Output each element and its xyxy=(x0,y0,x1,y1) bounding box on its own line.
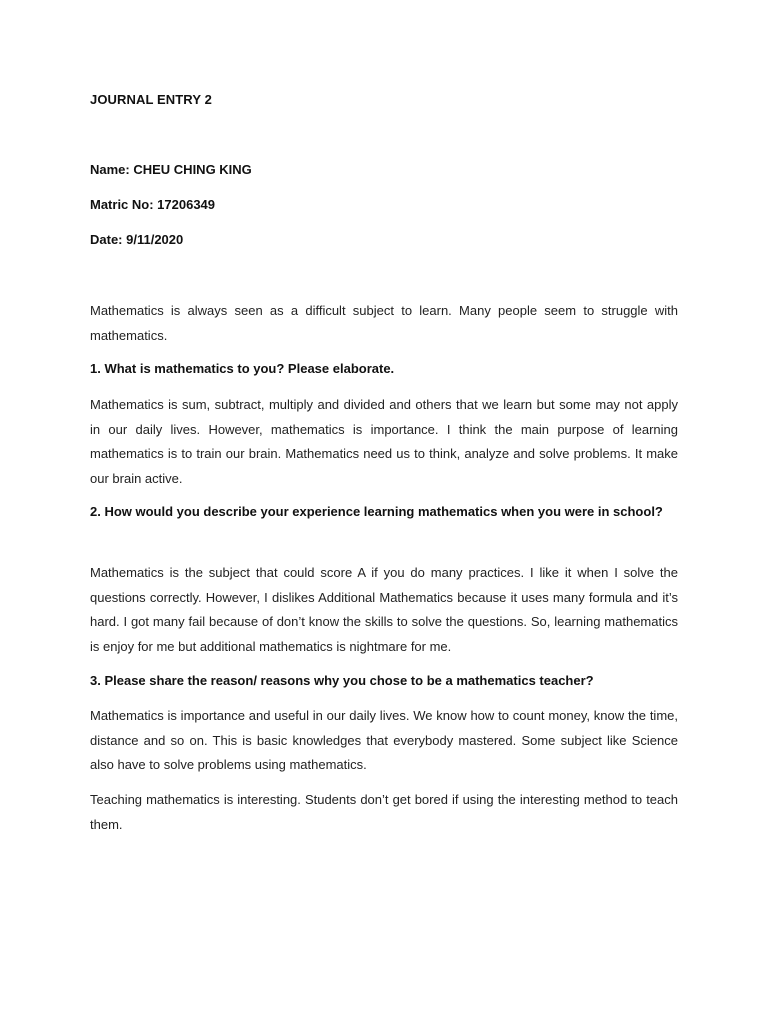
answer-3-paragraph-1: Mathematics is importance and useful in our daily lives. We know how to count money, know the time, distance and so on. This is basic knowledges that everybody mastered. Some subject like Science also have to solve problems using mathematics. xyxy=(90,708,678,772)
question-3: 3. Please share the reason/ reasons why you chose to be a mathematics teacher? xyxy=(90,673,594,688)
answer-1: Mathematics is sum, subtract, multiply and divided and others that we learn but some may not apply in our daily lives. However, mathematics is importance. I think the main purpose of learning mathematics is to train our brain. Mathematics need us to think, analyze and solve problems. It make our brain active. xyxy=(90,397,678,486)
question-2: 2. How would you describe your experience learning mathematics when you were in school? xyxy=(90,504,663,519)
entry-date: Date: 9/11/2020 xyxy=(90,232,184,247)
question-1: 1. What is mathematics to you? Please elaborate. xyxy=(90,361,395,376)
matric-number: Matric No: 17206349 xyxy=(90,197,216,212)
student-name: Name: CHEU CHING KING xyxy=(90,162,252,177)
answer-3-paragraph-2: Teaching mathematics is interesting. Students don’t get bored if using the interesting method to teach them. xyxy=(90,792,678,832)
intro-paragraph: Mathematics is always seen as a difficult subject to learn. Many people seem to struggle with mathematics. xyxy=(90,303,678,343)
document-title: JOURNAL ENTRY 2 xyxy=(90,92,212,107)
answer-2: Mathematics is the subject that could score A if you do many practices. I like it when I solve the questions correctly. However, I dislikes Additional Mathematics because it uses many formula and it’s hard. I got many fail because of don’t know the skills to solve the questions. So, learning mathematics is enjoy for me but additional mathematics is nightmare for me. xyxy=(90,565,678,654)
document-page xyxy=(90,0,678,1024)
